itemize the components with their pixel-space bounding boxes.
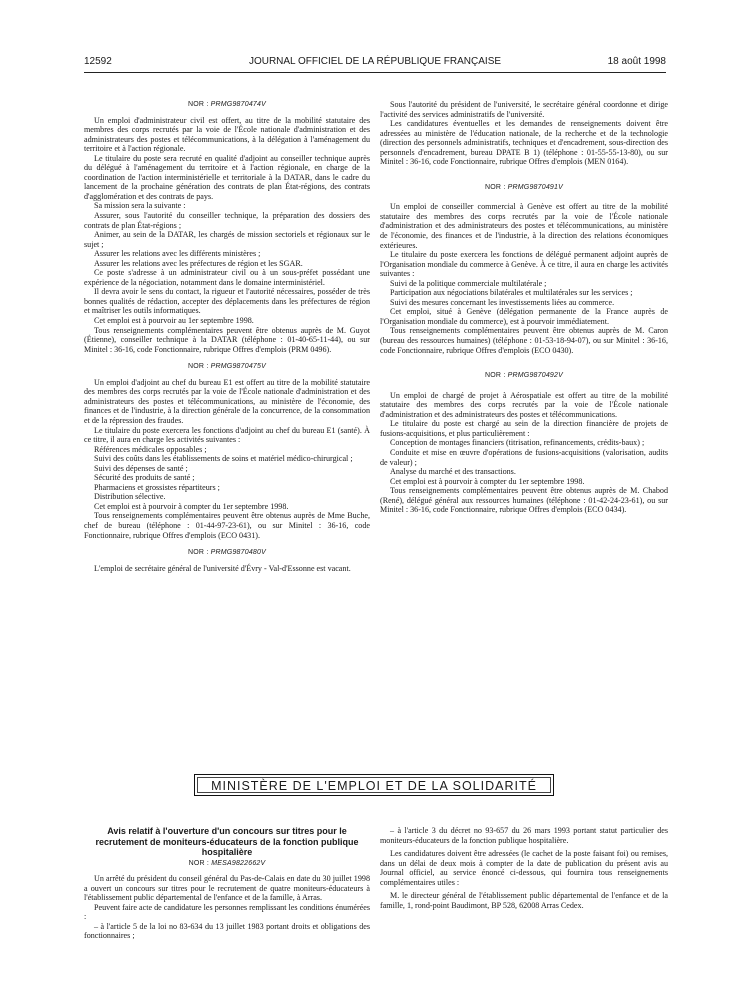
nor-code: PRMG9870492V — [507, 372, 563, 380]
paragraph: Tous renseignements complémentaires peuvent être obtenus auprès de M. Caron (bureau des ressources humaines) (téléphone : 01-53-18-94-07), ou sur Minitel : 36-16, code Fonctionnaire, rubrique Offres d'emplois (ECO 0430). — [380, 326, 668, 355]
left-column — [84, 100, 370, 573]
paragraph: Un emploi d'adjoint au chef du bureau E1 est offert au titre de la mobilité statutaire des membres des corps recrutés par la voie de l'École nationale d'administration et des administrateurs des postes et télécommunications, au ministère de l'économie, des finances et de l'industrie, à la direction générale de la concurrence, de la consommation et de la répression des fraudes. — [84, 377, 370, 425]
paragraph: Le titulaire du poste sera recruté en qualité d'adjoint au conseiller technique auprès du délégué à l'aménagement du territoire et à l'action régionale, en charge de la coordination de l'action interministérielle et territoriale à la DATAR, dans le cadre du lancement de la prochaine génération des contrats de plan État-régions, des contrats d'agglomération et des contrats de pays. — [84, 153, 370, 201]
paragraph: Analyse du marché et des transactions. — [390, 467, 516, 477]
paragraph: – à l'article 3 du décret no 93-657 du 26 mars 1993 portant statut particulier des moniteurs-éducateurs de la fonction publique hospitalière. — [380, 826, 668, 845]
paragraph: Assurer les relations avec les différents ministères ; — [94, 249, 261, 259]
issue-date: 18 août 1998 — [607, 56, 666, 67]
paragraph: Le titulaire du poste exercera les fonctions de délégué permanent adjoint auprès de l'Organisation mondiale du commerce à Genève. À ce titre, il aura en charge les activités suivantes : — [380, 250, 668, 279]
nor-reference: NOR : PRMG9870475V — [188, 363, 266, 371]
paragraph: – à l'article 5 de la loi no 83-634 du 13 juillet 1983 portant droits et obligations des fonctionnaires ; — [84, 921, 370, 941]
nor-reference: NOR : MESA9822662V — [188, 859, 266, 867]
avis-left-column — [84, 826, 370, 941]
paragraph: Le titulaire du poste est chargé au sein de la direction financière de projets de fusions-acquisitions, et plus particulièrement : — [380, 419, 668, 438]
paragraph: Assurer, sous l'autorité du conseiller technique, la préparation des dossiers des contrats de plan État-régions ; — [84, 211, 370, 230]
paragraph: Suivi des coûts dans les établissements de soins et matériel médico-chirurgical ; — [94, 454, 353, 464]
paragraph: Distribution sélective. — [94, 492, 166, 502]
header-rule — [84, 72, 666, 73]
paragraph: M. le directeur général de l'établissement public départemental de l'enfance et de la famille, 1, rond-point Baudimont, BP 528, 62008 Arras Cedex. — [380, 891, 668, 910]
paragraph: Suivi des mesures concernant les investissements liées au commerce. — [390, 297, 615, 307]
nor-code: PRMG9870474V — [210, 101, 266, 108]
nor-reference: NOR : PRMG9870474V — [188, 101, 266, 108]
paragraph: Ce poste s'adresse à un administrateur civil ou à un sous-préfet possédant une expérience de la négociation, notamment dans le domaine interministériel. — [84, 268, 370, 287]
paragraph: Conduite et mise en œuvre d'opérations de fusions-acquisitions (valorisation, audits de valeur) ; — [380, 447, 668, 467]
paragraph: Références médicales opposables ; — [94, 444, 207, 454]
paragraph: Cet emploi est à pourvoir à compter du 1er septembre 1998. — [390, 476, 585, 486]
paragraph: Peuvent faire acte de candidature les personnes remplissant les conditions énumérées : — [84, 902, 370, 922]
paragraph: Tous renseignements complémentaires peuvent être obtenus auprès de Mme Buche, chef de bureau (téléphone : 01-44-97-23-61), ou sur Minitel : 36-16, code Fonctionnaire, rubrique Offres d'emplois (ECO 0431). — [84, 511, 370, 540]
journal-title: JOURNAL OFFICIEL DE LA RÉPUBLIQUE FRANÇAISE — [248, 56, 502, 67]
paragraph: Tous renseignements complémentaires peuvent être obtenus auprès de M. Guyot (Étienne), conseiller technique à la DATAR (téléphone : 01-40-65-11-44), ou sur Minitel : 36-16, code Fonctionnaire, rubrique Offres d'emplois (PRM 0496). — [84, 325, 370, 354]
nor-code: PRMG9870491V — [507, 183, 563, 191]
paragraph: Sous l'autorité du président de l'université, le secrétaire général coordonne et dirige l'activité des services administratifs de l'université. — [380, 100, 668, 119]
right-column — [380, 100, 668, 515]
nor-code: PRMG9870480V — [210, 549, 266, 557]
paragraph: Pharmaciens et grossistes répartiteurs ; — [94, 482, 220, 492]
paragraph: Les candidatures doivent être adressées (le cachet de la poste faisant foi) ou remises, dans un délai de deux mois à compter de la date de publication du présent avis au Journal officiel, au service énoncé ci-dessous, qui fournira tous renseignements complémentaires utiles : — [380, 849, 668, 887]
paragraph: Suivi de la politique commerciale multilatérale ; — [390, 278, 547, 288]
paragraph: Un emploi d'administrateur civil est offert, au titre de la mobilité statutaire des membres des corps recrutés par la voie de l'École nationale d'administration et des administrateurs des postes et télécommunications, à la délégation à l'aménagement du territoire et à l'action régionale. — [84, 115, 370, 154]
nor-code: PRMG9870475V — [210, 363, 266, 371]
page-number: 12592 — [84, 56, 112, 67]
nor-reference: NOR : PRMG9870491V — [485, 183, 563, 191]
paragraph: Cet emploi, situé à Genève (délégation permanente de la France auprès de l'Organisation mondiale du commerce), est à pourvoir immédiatement. — [380, 307, 668, 326]
paragraph: Sa mission sera la suivante : — [94, 201, 186, 211]
paragraph: Sécurité des produits de santé ; — [94, 473, 195, 483]
paragraph: Conception de montages financiers (titrisation, refinancements, crédits-baux) ; — [390, 438, 645, 448]
paragraph: Cet emploi est à pourvoir à compter du 1er septembre 1998. — [94, 501, 289, 511]
nor-code: MESA9822662V — [211, 859, 266, 867]
paragraph: Il devra avoir le sens du contact, la rigueur et l'autorité nécessaires, posséder de très bonnes qualités de rédaction, accepter des déplacements dans les préfectures de région et maîtriser les outils informatiques. — [84, 287, 370, 316]
paragraph: Un emploi de chargé de projet à Aérospatiale est offert au titre de la mobilité statutaire des membres des corps recrutés par la voie de l'École nationale d'administration et des administrateurs des postes et télécommunications. — [380, 390, 668, 419]
paragraph: Suivi des dépenses de santé ; — [94, 463, 188, 473]
avis-right-column — [380, 826, 668, 910]
paragraph: Assurer les relations avec les préfectures de région et les SGAR. — [94, 258, 303, 268]
nor-reference: NOR : PRMG9870492V — [485, 372, 563, 380]
page-header — [84, 56, 666, 70]
avis-title: Avis relatif à l'ouverture d'un concours sur titres pour le recrutement de moniteurs-éducateurs de la fonction publique hospitalière — [95, 826, 359, 857]
paragraph: Le titulaire du poste exercera les fonctions d'adjoint au chef du bureau E1 (santé). À ce titre, il aura en charge les activités suivantes : — [84, 425, 370, 445]
paragraph: Les candidatures éventuelles et les demandes de renseignements doivent être adressées au ministère de l'éducation nationale, de la recherche et de la technologie (direction des personnels administratifs, techniques et d'encadrement, sous-direction des personnels d'encadrement, bureau DPATE B 1) (téléphone : 01-55-55-13-80), ou sur Minitel : 36-16, code Fonctionnaire, rubrique Offres d'emplois (MEN 0164). — [380, 119, 668, 167]
paragraph: Un emploi de conseiller commercial à Genève est offert au titre de la mobilité statutaire des membres des corps recrutés par la voie de l'École nationale d'administration et des administrateurs des postes et télécommunications, au ministère de l'économie, des finances et de l'industrie, à la direction des relations économiques extérieures. — [380, 202, 668, 250]
paragraph: Tous renseignements complémentaires peuvent être obtenus auprès de M. Chabod (René), délégué général aux ressources humaines (téléphone : 01-42-24-23-61), ou sur Minitel : 36-16, code Fonctionnaire, rubrique Offres d'emplois (ECO 0434). — [380, 486, 668, 515]
ministry-banner: MINISTÈRE DE L'EMPLOI ET DE LA SOLIDARITÉ — [194, 774, 554, 796]
nor-reference: NOR : PRMG9870480V — [188, 549, 266, 557]
paragraph: L'emploi de secrétaire général de l'université d'Évry - Val-d'Essonne est vacant. — [94, 563, 351, 573]
paragraph: Participation aux négociations bilatérales et multilatérales sur les services ; — [390, 288, 633, 298]
paragraph: Animer, au sein de la DATAR, les chargés de mission sectoriels et régionaux sur le sujet ; — [84, 230, 370, 249]
paragraph: Cet emploi est à pourvoir au 1er septembre 1998. — [94, 316, 254, 326]
paragraph: Un arrêté du président du conseil général du Pas-de-Calais en date du 30 juillet 1998 a ouvert un concours sur titres pour le recrutement de quatre moniteurs-éducateurs à l'établissement public départemental de l'enfance et de la famille, à Arras. — [84, 874, 370, 903]
